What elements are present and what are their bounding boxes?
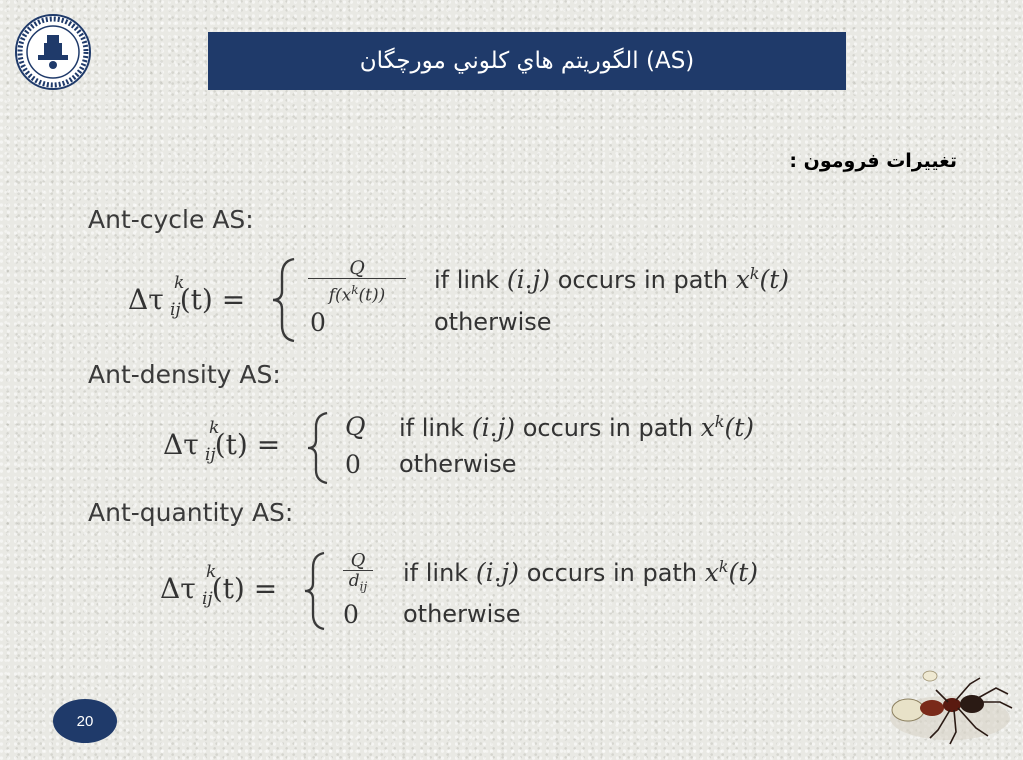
lhs-sub: ij	[202, 589, 213, 609]
slide-title-text: الگوريتم هاي كلوني مورچگان (AS)	[359, 48, 695, 74]
ant-cycle-zero: 0	[310, 308, 326, 337]
page-number-badge	[53, 699, 117, 743]
delta-tau-symbol: Δτ	[160, 572, 196, 605]
ant-illustration	[880, 658, 1020, 756]
ant-density-zero: 0	[345, 450, 361, 479]
ant-density-heading: Ant-density AS:	[88, 360, 281, 389]
ant-cycle-fraction	[308, 258, 406, 307]
ant-quantity-brace	[300, 550, 330, 632]
lhs-sup: k	[209, 418, 220, 438]
ant-density-brace	[303, 410, 333, 486]
ant-cycle-heading: Ant-cycle AS:	[88, 205, 254, 234]
page-number: 20	[76, 712, 94, 730]
ant-density-otherwise: otherwise	[399, 450, 517, 478]
lhs-sub: ij	[205, 445, 216, 465]
pheromone-changes-label: تغییرات فرومون :	[789, 150, 957, 172]
slide-title	[208, 32, 846, 90]
ant-cycle-condition: if link (i.j) occurs in path $x^k(t)$	[434, 264, 790, 294]
ant-cycle-lhs	[128, 273, 246, 320]
lhs-sub: ij	[170, 300, 181, 320]
ant-quantity-zero: 0	[343, 600, 359, 629]
ant-cycle-brace	[268, 255, 300, 345]
ant-quantity-lhs	[160, 562, 278, 609]
lhs-arg: (t) =	[211, 572, 278, 605]
delta-tau-symbol: Δτ	[163, 428, 199, 461]
ant-density-lhs	[163, 418, 281, 465]
ant-cycle-otherwise: otherwise	[434, 308, 552, 336]
fraction-numerator: Q	[349, 257, 365, 279]
ant-quantity-heading: Ant-quantity AS:	[88, 498, 294, 527]
lhs-arg: (t) =	[179, 283, 246, 316]
fraction-numerator: Q	[350, 550, 366, 571]
ant-quantity-otherwise: otherwise	[403, 600, 521, 628]
lhs-sup: k	[174, 273, 185, 293]
fraction-denominator: $d_{ij}$	[348, 571, 368, 594]
ant-quantity-condition: if link (i.j) occurs in path $x^k(t)$	[403, 557, 759, 587]
lhs-arg: (t) =	[214, 428, 281, 461]
ant-density-value: Q	[345, 412, 366, 441]
lhs-sup: k	[206, 562, 217, 582]
fraction-denominator: $f(x^k(t))$	[328, 283, 386, 306]
ant-density-condition: if link (i.j) occurs in path $x^k(t)$	[399, 412, 755, 442]
ant-quantity-fraction	[343, 551, 373, 596]
delta-tau-symbol: Δτ	[128, 283, 164, 316]
university-logo	[14, 13, 92, 91]
